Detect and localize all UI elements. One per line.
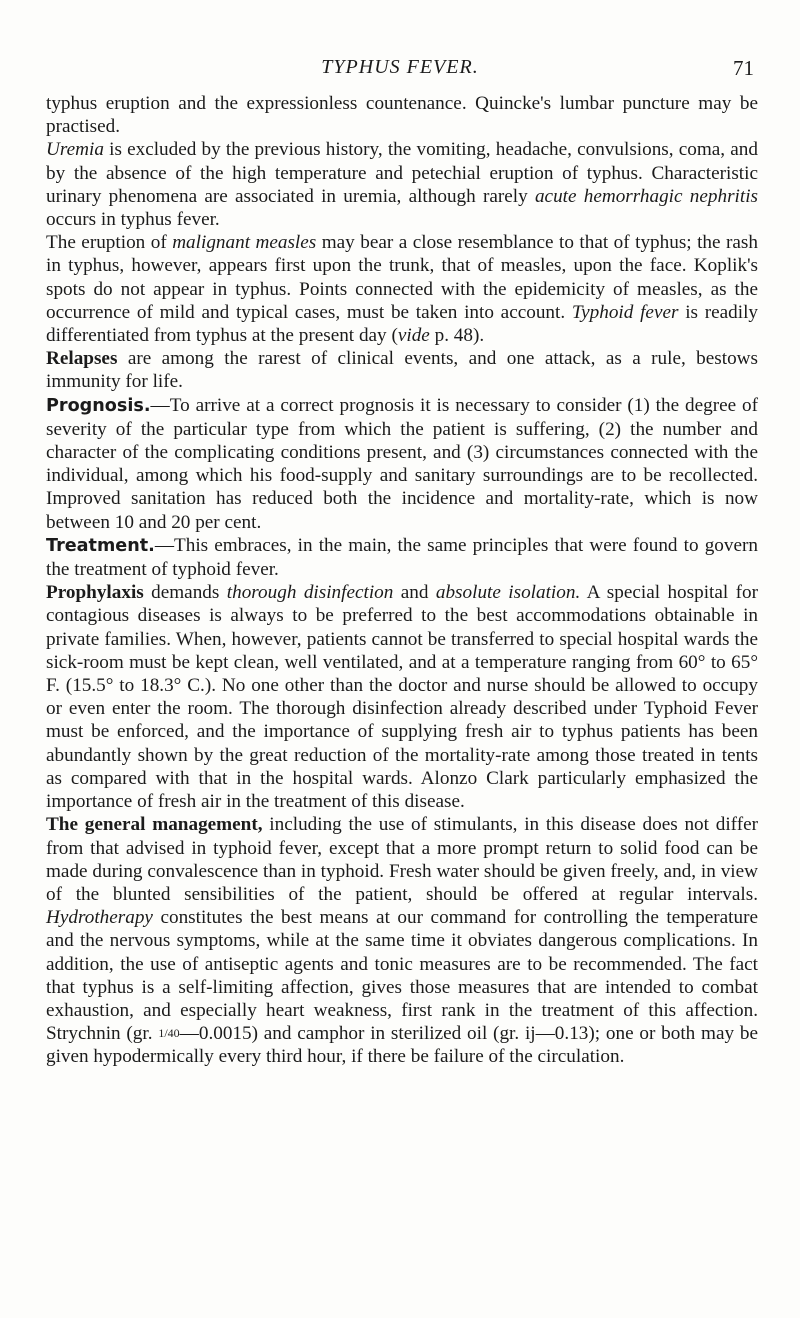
paragraph-text: demands: [143, 582, 227, 604]
paragraph-prophylaxis: [46, 581, 758, 813]
heading-general-management: The general management,: [46, 814, 263, 836]
paragraph-text: A special hospital for contagious diseases is always to be preferred to the best accommodations obtainable in private families. When, however, patients cannot be transferred to special hospital wards the sick-room must be kept clean, well ventilated, and at a temperature ranging from 60° to 65° F. (15.5° to 18.3° C.). No one other than the doctor and nurse should be allowed to occupy or even enter the room. The thorough disinfection already described under Typhoid Fever must be enforced, and the importance of supplying fresh air to typhus patients has been abundantly shown by the great reduction of the mortality-rate among those treated in tents as compared with that in the hospital wards. Alonzo Clark particularly emphasized the importance of fresh air in the treatment of this disease.: [46, 582, 758, 813]
term-vide: vide: [397, 325, 430, 347]
paragraph-text: —This embraces, in the main, the same principles that were found to govern the treatment of typhoid fever.: [46, 534, 758, 581]
paragraph-measles: [46, 231, 758, 347]
term-thorough-disinfection: thorough disinfection: [226, 582, 394, 604]
running-title: TYPHUS FEVER.: [321, 56, 479, 78]
term-malignant-measles: malignant measles: [172, 232, 317, 254]
heading-prophylaxis: Prophylaxis: [46, 582, 144, 604]
paragraph-text: is readily differentiated from typhus at the present day (: [46, 301, 758, 347]
paragraph-prognosis: [46, 394, 758, 534]
paragraph-uremia: [46, 138, 758, 231]
term-acute-hemorrhagic-nephritis: acute hemorrhagic nephritis: [534, 185, 758, 207]
term-absolute-isolation: absolute isolation.: [435, 582, 581, 604]
paragraph-text: and: [393, 582, 436, 604]
paragraph-text: occurs in typhus fever.: [46, 209, 220, 231]
term-typhoid-fever: Typhoid fever: [571, 301, 679, 323]
paragraph-text: may bear a close resemblance to that of typhus; the rash in typhus, however, appears first upon the trunk, that of measles, upon the face. Koplik's spots do not appear in typhus. Points connected with the epidemicity of measles, as the occurrence of mild and typical cases, must be taken into account.: [46, 232, 758, 323]
section-heading-prognosis: Prognosis.: [46, 395, 151, 416]
paragraph-text: The eruption of: [46, 232, 173, 254]
paragraph-text: p. 48).: [429, 325, 485, 347]
paragraph-relapses: [46, 347, 758, 393]
paragraph-text: is excluded by the previous history, the vomiting, headache, convulsions, coma, and by the absence of the high temperature and petechial eruption of typhus. Characteristic urinary phenomena are associated in uremia, although rarely: [46, 139, 758, 207]
paragraph-typhus-eruption: [46, 92, 758, 138]
paragraph-text: —To arrive at a correct prognosis it is necessary to consider (1) the degree of severity of the particular type from which the patient is suffering, (2) the number and character of the complicating conditions present, and (3) circumstances connected with the individual, among which his food-supply and sanitary surroundings are to be recollected. Improved sanitation has reduced both the incidence and mortality-rate, which is now between 10 and 20 per cent.: [46, 394, 758, 533]
paragraph-text: including the use of stimulants, in this disease does not differ from that advised in typhoid fever, except that a more prompt return to solid food can be made during convalescence than in typhoid. Fresh water should be given freely, and, in view of the blunted sensibilities of the patient, should be offered at regular intervals.: [46, 814, 758, 905]
paragraph-treatment: [46, 534, 758, 581]
heading-relapses: Relapses: [46, 348, 118, 370]
paragraph-text: typhus eruption and the expressionless countenance. Quincke's lumbar puncture may be practised.: [46, 93, 758, 138]
paragraph-general-management: [46, 813, 758, 1068]
running-head: [0, 56, 800, 84]
body-text: [46, 92, 758, 1069]
page-number: 71: [733, 56, 754, 80]
section-heading-treatment: Treatment.: [46, 535, 155, 556]
paragraph-text: are among the rarest of clinical events, and one attack, as a rule, bestows immunity for life.: [46, 348, 758, 393]
term-uremia: Uremia: [46, 139, 104, 161]
term-hydrotherapy: Hydrotherapy: [46, 907, 153, 929]
paragraph-text: constitutes the best means at our command for controlling the temperature and the nervous symptoms, while at the same time it obviates dangerous complications. In addition, the use of antiseptic agents and tonic measures are to be recommended. The fact that typhus is a self-limiting affection, gives those measures that are intended to combat exhaustion, and especially heart weakness, first rank in the treatment of this affection. Strychnin (gr.: [46, 907, 758, 1045]
dose-fraction: 1/40: [158, 1026, 180, 1041]
paragraph-text: —0.0015) and camphor in sterilized oil (gr. ij—0.13); one or both may be given hypodermically every third hour, if there be failure of the circulation.: [46, 1023, 758, 1068]
